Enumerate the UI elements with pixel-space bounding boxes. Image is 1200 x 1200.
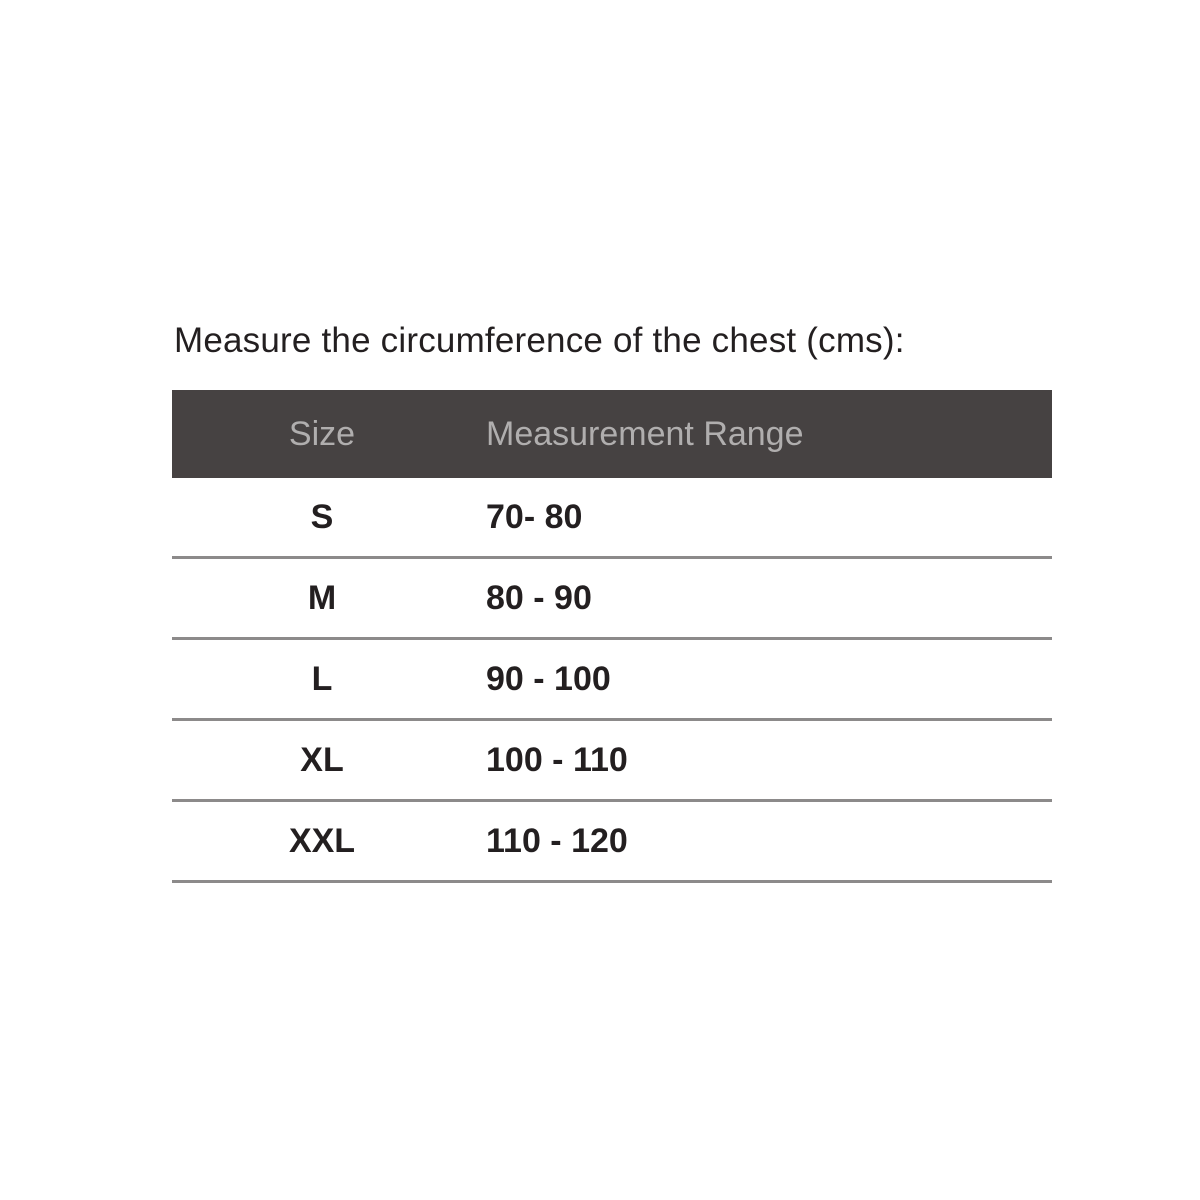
cell-measurement-range: 80 - 90: [472, 558, 1052, 639]
table-header: [172, 390, 1052, 478]
cell-size: XXL: [172, 801, 472, 882]
size-chart: [172, 320, 1038, 883]
cell-measurement-range: 100 - 110: [472, 720, 1052, 801]
size-chart-table: [172, 390, 1052, 883]
table-row: [172, 478, 1052, 558]
cell-measurement-range: 70- 80: [472, 478, 1052, 558]
cell-size: L: [172, 639, 472, 720]
table-row: [172, 801, 1052, 882]
table-row: [172, 558, 1052, 639]
cell-size: S: [172, 478, 472, 558]
column-header-size: Size: [288, 414, 356, 453]
cell-size: XL: [172, 720, 472, 801]
table-row: [172, 720, 1052, 801]
table-body: [172, 478, 1052, 882]
cell-measurement-range: 110 - 120: [472, 801, 1052, 882]
cell-size: M: [172, 558, 472, 639]
cell-measurement-range: 90 - 100: [472, 639, 1052, 720]
page-title: Measure the circumference of the chest (cms):: [174, 321, 905, 360]
column-header-measurement-range: Measurement Range: [486, 414, 804, 453]
table-row: [172, 639, 1052, 720]
table-header-row: [172, 390, 1052, 478]
